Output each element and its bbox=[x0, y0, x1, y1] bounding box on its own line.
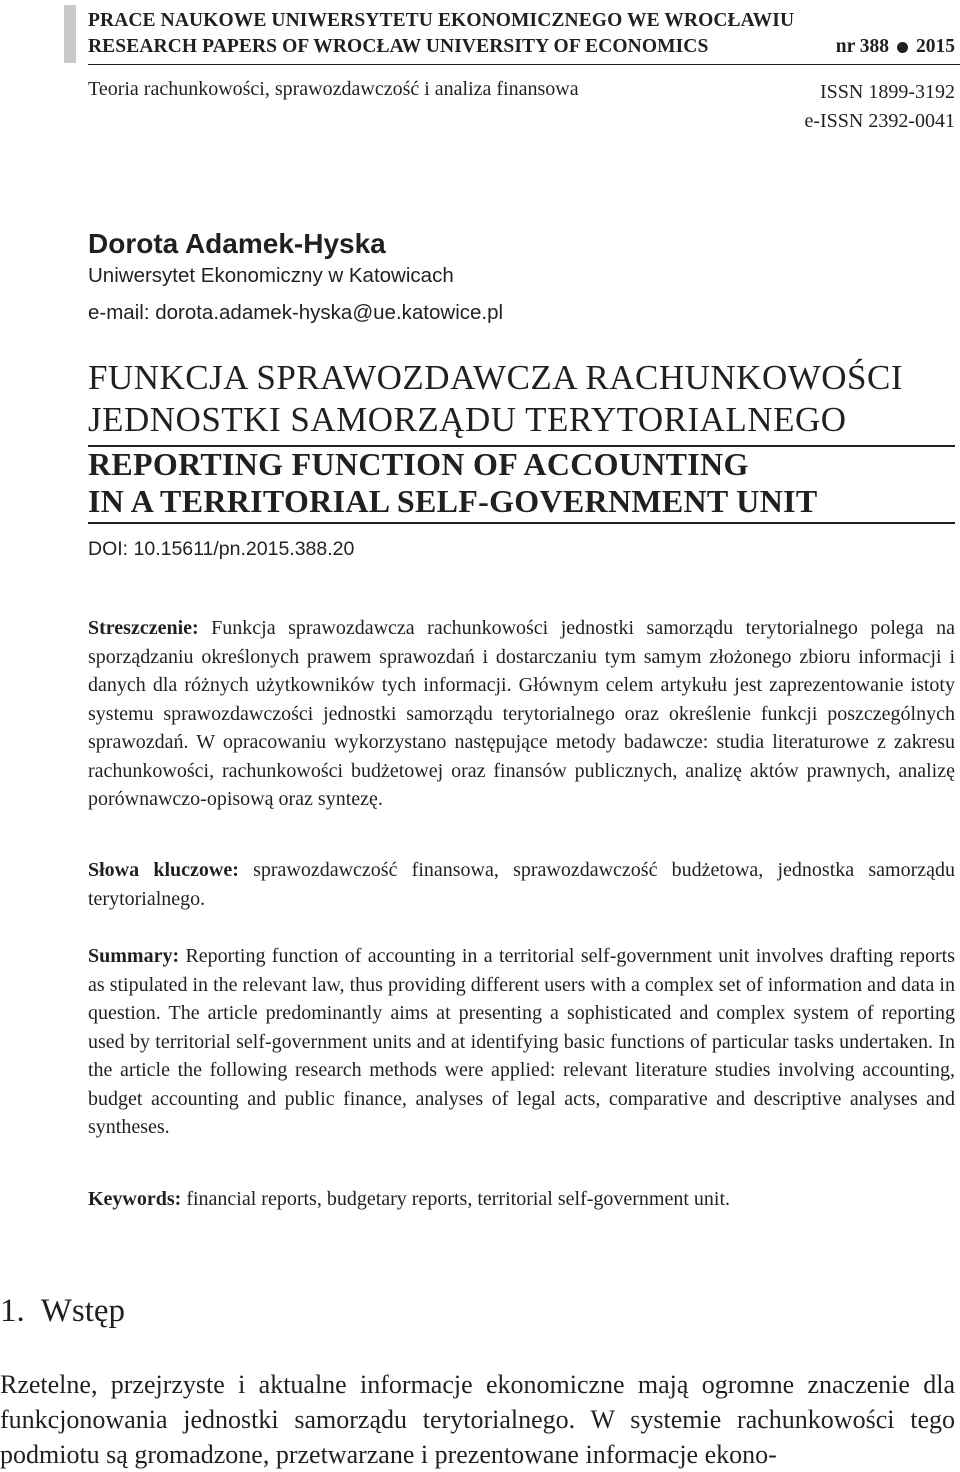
series-title-pl: PRACE NAUKOWE UNIWERSYTETU EKONOMICZNEGO WE WROCŁAWIU bbox=[88, 10, 795, 31]
author-email: e-mail: dorota.adamek-hyska@ue.katowice.pl bbox=[88, 301, 504, 324]
section-number: 1. bbox=[0, 1293, 25, 1329]
author-name: Dorota Adamek-Hyska bbox=[88, 228, 386, 259]
doi: DOI: 10.15611/pn.2015.388.20 bbox=[88, 538, 355, 560]
issn-block bbox=[804, 78, 955, 136]
keywords-en-label: Keywords: bbox=[88, 1188, 182, 1210]
bullet-dot-icon bbox=[897, 42, 908, 53]
author-affiliation: Uniwersytet Ekonomiczny w Katowicach bbox=[88, 264, 454, 287]
article-title-en-line-1: REPORTING FUNCTION OF ACCOUNTING bbox=[88, 446, 749, 482]
journal-title: Teoria rachunkowości, sprawozdawczość i analiza finansowa bbox=[88, 78, 579, 100]
section-title: Wstęp bbox=[40, 1293, 126, 1329]
keywords-pl bbox=[88, 856, 955, 913]
abstract-pl-label: Streszczenie: bbox=[88, 617, 199, 639]
issue-info bbox=[836, 36, 955, 58]
keywords-en bbox=[88, 1185, 955, 1214]
series-title-en: RESEARCH PAPERS OF WROCŁAW UNIVERSITY OF ECONOMICS bbox=[88, 36, 709, 57]
keywords-pl-label: Słowa kluczowe: bbox=[88, 859, 239, 881]
keywords-en-text: financial reports, budgetary reports, territorial self-government unit. bbox=[181, 1188, 731, 1210]
header-gray-marker bbox=[64, 5, 76, 63]
issue-number: nr 388 bbox=[835, 36, 889, 57]
header-rule bbox=[88, 64, 960, 65]
abstract-pl bbox=[88, 614, 955, 814]
title-bottom-rule bbox=[88, 522, 955, 524]
article-title-pl-line-1: FUNKCJA SPRAWOZDAWCZA RACHUNKOWOŚCI bbox=[88, 358, 904, 397]
abstract-en-label: Summary: bbox=[88, 945, 180, 967]
article-title-en-line-2: IN A TERRITORIAL SELF-GOVERNMENT UNIT bbox=[88, 483, 818, 519]
article-title-en bbox=[88, 446, 818, 520]
article-title-pl-line-2: JEDNOSTKI SAMORZĄDU TERYTORIALNEGO bbox=[88, 400, 847, 439]
abstract-pl-text: Funkcja sprawozdawcza rachunkowości jednostki samorządu terytorialnego polega na sporządzaniu określonych prawem sprawozdań i dostarczaniu tym samym złożonego zbioru informacji i danych dla różnych użytkowników tych informacji. Głównym celem artykułu jest zaprezentowanie istoty systemu sprawozdawczości jednostki samorządu terytorialnego oraz określenie funkcji poszczególnych sprawozdań. W opracowaniu wykorzystano następujące metody badawcze: studia literaturowe z zakresu rachunkowości, rachunkowości budżetowej oraz finansów publicznych, analizę aktów prawnych, analizę porównawczo-opisową oraz syntezę. bbox=[88, 617, 955, 810]
section-body-text: Rzetelne, przejrzyste i aktualne informacje ekonomiczne mają ogromne znaczenie dla funkcjonowania jednostki samorządu terytorialnego. W systemie rachunkowości tego podmiotu są gromadzone, przetwarzane i prezentowane informacje ekono- bbox=[0, 1370, 955, 1469]
article-title-pl bbox=[88, 357, 903, 441]
abstract-en bbox=[88, 942, 955, 1142]
section-heading bbox=[0, 1293, 125, 1330]
issn: ISSN 1899-3192 bbox=[819, 81, 955, 103]
abstract-en-text: Reporting function of accounting in a territorial self-government unit involves drafting reports as stipulated in the relevant law, thus providing different users with a complex set of information and data in question. The article predominantly aims at presenting a sophisticated and complex system of reporting used by territorial self-government units and at identifying basic functions of particular tasks undertaken. In the article the following research methods were applied: relevant literature studies involving accounting, budget accounting and public finance, analyses of legal acts, comparative and descriptive analyses and syntheses. bbox=[88, 945, 955, 1138]
eissn: e-ISSN 2392-0041 bbox=[804, 110, 955, 132]
keywords-pl-text: sprawozdawczość finansowa, sprawozdawczość budżetowa, jednostka samorządu terytorialnego. bbox=[88, 859, 955, 910]
issue-year: 2015 bbox=[916, 36, 955, 57]
